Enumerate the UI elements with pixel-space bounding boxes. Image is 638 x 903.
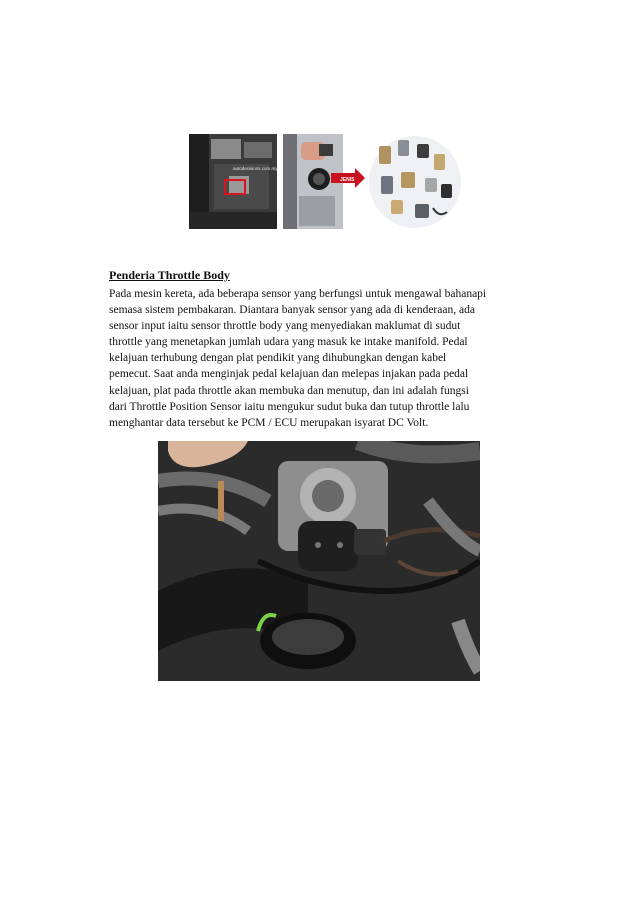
- paragraph-line: pemecut. Saat anda menginjak pedal kelajuan dan melepas injakan pada pedal: [109, 368, 469, 381]
- paragraph-line: throttle yang menetapkan jumlah udara yang masuk ke intake manifold. Pedal: [109, 336, 468, 349]
- paragraph-line: semasa sistem pembakaran. Diantara banyak sensor yang ada di kenderaan, ada: [109, 304, 475, 317]
- top-figure: [189, 134, 462, 229]
- engine-bay-image: [158, 441, 480, 681]
- watermark-text: autodecisions.com.my: [233, 166, 278, 171]
- throttle-body-photo: [158, 441, 480, 681]
- text-section: [109, 267, 539, 431]
- section-paragraph: [109, 286, 539, 431]
- paragraph-line: dari Throttle Position Sensor iaitu mengukur sudut buka dan tutup throttle lalu: [109, 400, 470, 413]
- section-heading: Penderia Throttle Body: [109, 268, 230, 282]
- engine-closeup-photo: [189, 134, 278, 229]
- paragraph-line: menghantar data tersebut ke PCM / ECU merupakan isyarat DC Volt.: [109, 416, 429, 429]
- paragraph-line: kelajuan, plat pada throttle akan membuka dan menutup, dan ini adalah fungsi: [109, 384, 469, 397]
- arrow-label: JENIS: [340, 177, 355, 183]
- paragraph-line: Pada mesin kereta, ada beberapa sensor yang berfungsi untuk mengawal bahanapi: [109, 288, 487, 300]
- paragraph-line: sensor input iaitu sensor throttle body yang menyediakan maklumat di sudut: [109, 320, 461, 333]
- paragraph-line: kelajuan terhubung dengan plat pendikit yang dihubungkan dengan kabel: [109, 352, 447, 365]
- throttle-sensor-composite-image: [189, 134, 462, 229]
- sensor-types-photo: [369, 136, 461, 228]
